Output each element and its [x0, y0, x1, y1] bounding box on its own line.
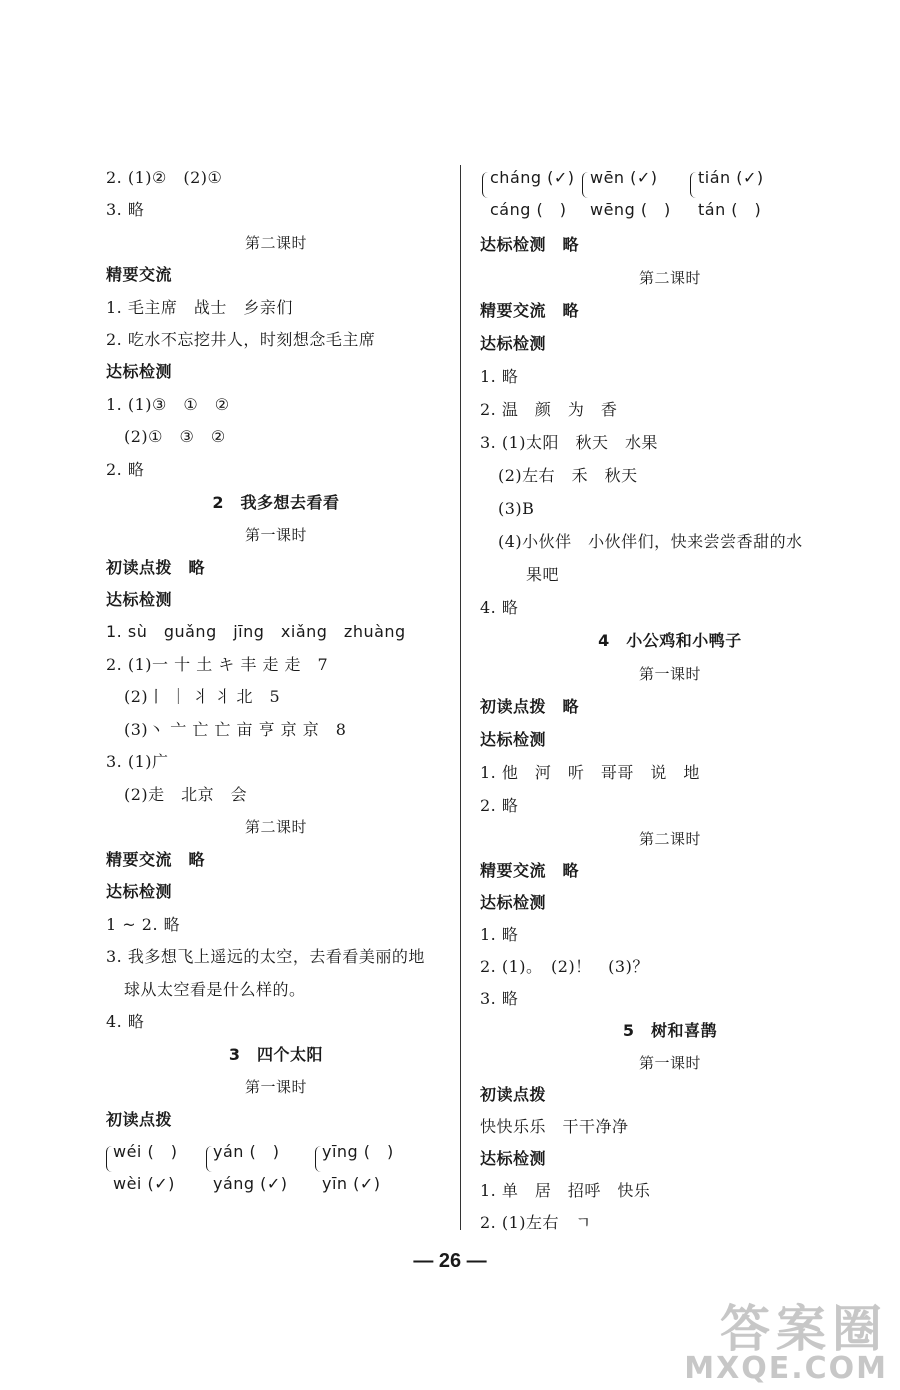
lesson-title: 4 小公鸡和小鸭子 [598, 631, 742, 650]
answer-line: 1. sù guǎng jīng xiǎng zhuàng [106, 622, 406, 641]
answer-line: 2. (1)左右 ㄱ [480, 1213, 592, 1232]
answer-line: 2. 略 [480, 796, 519, 815]
answer-line: (2)丨 ｜ 丬 丬 北 5 [124, 687, 281, 706]
answer-line: 4. 略 [106, 1012, 145, 1031]
pinyin-option: yáng (✓) [213, 1174, 288, 1193]
lesson-subheading: 第二课时 [244, 234, 307, 252]
lesson-subheading: 第二课时 [638, 269, 701, 287]
watermark-logo [684, 1300, 888, 1386]
pinyin-option: yīng ( ) [322, 1142, 394, 1161]
pinyin-option: wēng ( ) [590, 200, 671, 219]
lesson-subheading: 第一课时 [244, 526, 307, 544]
lesson-subheading: 第一课时 [638, 1054, 701, 1072]
pinyin-option: tán ( ) [698, 200, 762, 219]
section-heading: 精要交流 [106, 265, 173, 284]
answer-line: 1. 略 [480, 925, 519, 944]
brace-icon [206, 1146, 212, 1172]
section-heading: 达标检测 [480, 893, 547, 912]
lesson-subheading: 第一课时 [638, 665, 701, 683]
answer-line: 1. (1)③ ① ② [106, 395, 230, 414]
brace-icon [315, 1146, 321, 1172]
answer-line: 1. 单 居 招呼 快乐 [480, 1181, 651, 1200]
section-heading: 达标检测 略 [480, 235, 580, 254]
brace-icon [582, 172, 588, 198]
pinyin-option: yīn (✓) [322, 1174, 381, 1193]
pinyin-option: wēn (✓) [590, 168, 658, 187]
section-heading: 精要交流 略 [106, 850, 206, 869]
brace-icon [482, 172, 488, 198]
answer-line: 4. 略 [480, 598, 519, 617]
section-heading: 达标检测 [480, 730, 547, 749]
pinyin-option: wèi (✓) [113, 1174, 175, 1193]
lesson-subheading: 第二课时 [244, 818, 307, 836]
answer-line: 3. 略 [106, 200, 145, 219]
section-heading: 达标检测 [480, 334, 547, 353]
answer-line: 3. 我多想飞上遥远的太空，去看看美丽的地 [106, 947, 425, 966]
answer-line: 3. 略 [480, 989, 519, 1008]
section-heading: 达标检测 [106, 590, 173, 609]
answer-line: 2. 温 颜 为 香 [480, 400, 618, 419]
lesson-title: 3 四个太阳 [228, 1045, 324, 1064]
answer-line: (2)左右 禾 秋天 [498, 466, 638, 485]
answer-line: 2. 吃水不忘挖井人，时刻想念毛主席 [106, 330, 376, 349]
answer-line: (2)走 北京 会 [124, 785, 248, 804]
pinyin-option: wéi ( ) [113, 1142, 178, 1161]
answer-line: (3)丶 亠 亡 亡 亩 亨 京 京 8 [124, 720, 347, 739]
answer-line: 1 ~ 2. 略 [106, 915, 181, 934]
answer-line: 快快乐乐 干干净净 [480, 1117, 629, 1136]
pinyin-option: cháng (✓) [490, 168, 575, 187]
lesson-title: 2 我多想去看看 [212, 493, 340, 512]
answer-line: 2. 略 [106, 460, 145, 479]
section-heading: 达标检测 [106, 362, 173, 381]
answer-line: 果吧 [526, 565, 560, 584]
answer-line: 2. (1)一 十 土 キ 丰 走 走 7 [106, 655, 329, 674]
section-heading: 初读点拨 [106, 1110, 173, 1129]
lesson-subheading: 第二课时 [638, 830, 701, 848]
answer-line: 1. 他 河 听 哥哥 说 地 [480, 763, 700, 782]
section-heading: 精要交流 略 [480, 861, 580, 880]
section-heading: 初读点拨 [480, 1085, 547, 1104]
answer-line: 3. (1)太阳 秋天 水果 [480, 433, 659, 452]
lesson-subheading: 第一课时 [244, 1078, 307, 1096]
section-heading: 达标检测 [480, 1149, 547, 1168]
section-heading: 达标检测 [106, 882, 173, 901]
section-heading: 初读点拨 略 [106, 558, 206, 577]
watermark-line2: MXQE.COM [684, 1351, 888, 1386]
answer-line: 2. (1)② (2)① [106, 168, 223, 187]
page-number: — 26 — [413, 1250, 487, 1272]
section-heading: 初读点拨 略 [480, 697, 580, 716]
brace-icon [690, 172, 696, 198]
answer-line: (4)小伙伴 小伙伴们，快来尝尝香甜的水 [498, 532, 803, 551]
answer-line: 球从太空看是什么样的。 [124, 980, 306, 999]
column-divider [460, 165, 461, 1230]
pinyin-option: cáng ( ) [490, 200, 567, 219]
answer-line: 2. (1)。 (2)！ (3)？ [480, 957, 649, 976]
lesson-title: 5 树和喜鹊 [622, 1021, 718, 1040]
section-heading: 精要交流 略 [480, 301, 580, 320]
brace-icon [106, 1146, 112, 1172]
answer-line: 1. 略 [480, 367, 519, 386]
answer-line: (2)① ③ ② [124, 427, 226, 446]
answer-line: 3. (1)广 [106, 752, 169, 771]
answer-line: (3)B [498, 499, 535, 518]
pinyin-option: yán ( ) [213, 1142, 280, 1161]
pinyin-option: tián (✓) [698, 168, 764, 187]
answer-line: 1. 毛主席 战士 乡亲们 [106, 298, 293, 317]
watermark-line1: 答案圈 [720, 1300, 888, 1358]
